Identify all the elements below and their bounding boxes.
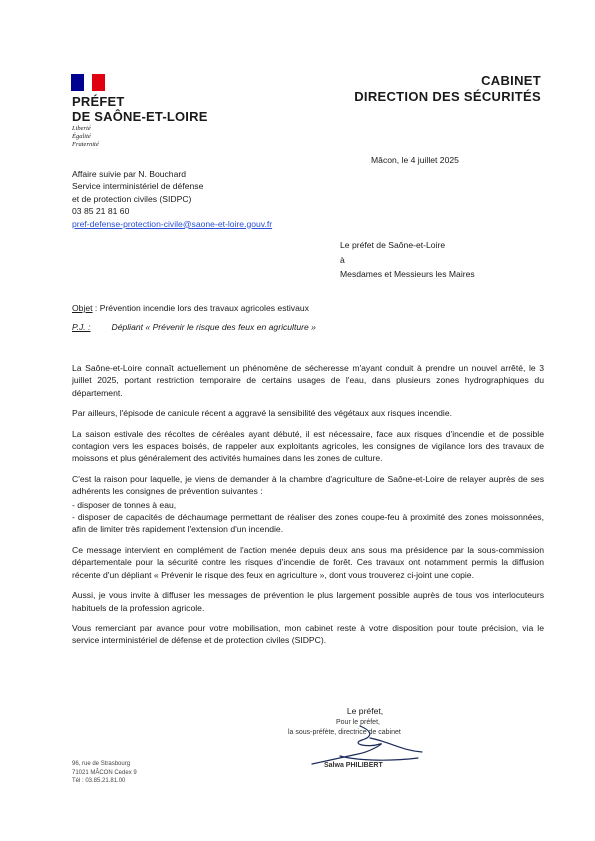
devise xyxy=(72,125,99,149)
body-paragraph-1: La Saône-et-Loire connaît actuellement un phénomène de sécheresse m'ayant conduit à prendre un nouvel arrêté, le 3 juillet 2025, portant restriction temporaire de certains usages de l'eau, dans plusieurs zones hydrographiques du département. xyxy=(72,363,544,398)
footer-address xyxy=(72,760,137,786)
body-bullet-1: - disposer de tonnes à eau, xyxy=(72,499,177,510)
affaire-service: Service interministériel de défense xyxy=(72,181,204,192)
signature-le-prefet: Le préfet, xyxy=(346,706,384,716)
destinataire-block xyxy=(340,239,475,281)
body-paragraph-4: C'est la raison pour laquelle, je viens de demander à la chambre d'agriculture de Saône-et-Loire de relayer auprès de ses adhérents les consignes de prévention suivantes : xyxy=(72,473,544,497)
dest-from: Le préfet de Saône-et-Loire xyxy=(340,240,446,250)
devise-fraternite: Fraternité xyxy=(72,141,99,148)
signature-pour: Pour le préfet, xyxy=(336,719,380,726)
affaire-phone: 03 85 21 81 60 xyxy=(72,206,130,217)
body-paragraph-6: Aussi, je vous invite à diffuser les messages de prévention le plus largement possible auprès de tous vos interlocuteurs habituels de la profession agricole. xyxy=(72,590,544,613)
prefet-line1: PRÉFET xyxy=(72,94,125,109)
devise-egalite: Égalité xyxy=(72,133,91,140)
objet-text: : Prévention incendie lors des travaux agricoles estivaux xyxy=(92,303,309,313)
body-paragraph-7: Vous remerciant par avance pour votre mobilisation, mon cabinet reste à votre disposition pour toute précision, via le service interministériel de défense et de protection civiles (SIDPC). xyxy=(72,622,544,646)
address-street: 96, rue de Strasbourg xyxy=(72,761,131,767)
pj-text: Dépliant « Prévenir le risque des feux en agriculture » xyxy=(111,322,316,332)
address-phone: Tél : 03.85.21.81.00 xyxy=(72,778,126,784)
cabinet-header xyxy=(354,73,541,105)
prefet-title xyxy=(72,94,208,124)
objet-line xyxy=(72,303,309,313)
marianne-logo-flag xyxy=(71,74,105,91)
letter-date: Mâcon, le 4 juillet 2025 xyxy=(371,155,459,165)
objet-label: Objet xyxy=(72,303,93,313)
affaire-service-2: et de protection civiles (SIDPC) xyxy=(72,193,192,204)
prefet-line2: DE SAÔNE-ET-LOIRE xyxy=(72,109,208,124)
body-paragraph-2: Par ailleurs, l'épisode de canicule récent a aggravé la sensibilité des végétaux aux risques incendie. xyxy=(72,408,452,419)
affaire-agent: Affaire suivie par N. Bouchard xyxy=(72,169,187,179)
affaire-email-link[interactable]: pref-defense-protection-civile@saone-et-loire.gouv.fr xyxy=(72,218,273,229)
signature-sous-prefete: la sous-préfète, directrice de cabinet xyxy=(288,729,401,736)
address-city: 71021 MÂCON Cedex 9 xyxy=(72,769,137,776)
letter-body xyxy=(72,362,544,655)
body-paragraph-5: Ce message intervient en complément de l'action menée depuis deux ans sous ma présidence par la sous-commission départementale pour la sécurité contre les risques d'incendie de forêt. Ces travaux ont notamment permis la diffusion récente d'un dépliant « Prévenir le risque des feux en agriculture », dont vous trouverez ci-joint une copie. xyxy=(72,544,544,580)
pj-line xyxy=(72,322,316,332)
pj-label: P.J. : xyxy=(72,322,91,332)
cabinet-line2: DIRECTION DES SÉCURITÉS xyxy=(354,89,541,104)
cabinet-line1: CABINET xyxy=(481,73,541,88)
affaire-block xyxy=(72,168,272,230)
body-bullet-2: - disposer de capacités de déchaumage permettant de réaliser des zones coupe-feu à proximité des zones moissonnées, afin de limiter très rapidement l'extension d'un incendie. xyxy=(72,512,544,535)
signature-name: Salwa PHILIBERT xyxy=(324,762,383,769)
dest-a: à xyxy=(340,254,345,265)
dest-to: Mesdames et Messieurs les Maires xyxy=(340,269,475,280)
body-paragraph-3: La saison estivale des récoltes de céréales ayant débuté, il est nécessaire, face aux risques d'incendie et de possible contagion vers les espaces boisés, de rappeler aux exploitants agricoles, les consignes de vigilance lors des travaux de moissons et plus généralement des activités humaines dans les zones de culture. xyxy=(72,428,544,464)
devise-liberte: Liberté xyxy=(72,125,91,132)
